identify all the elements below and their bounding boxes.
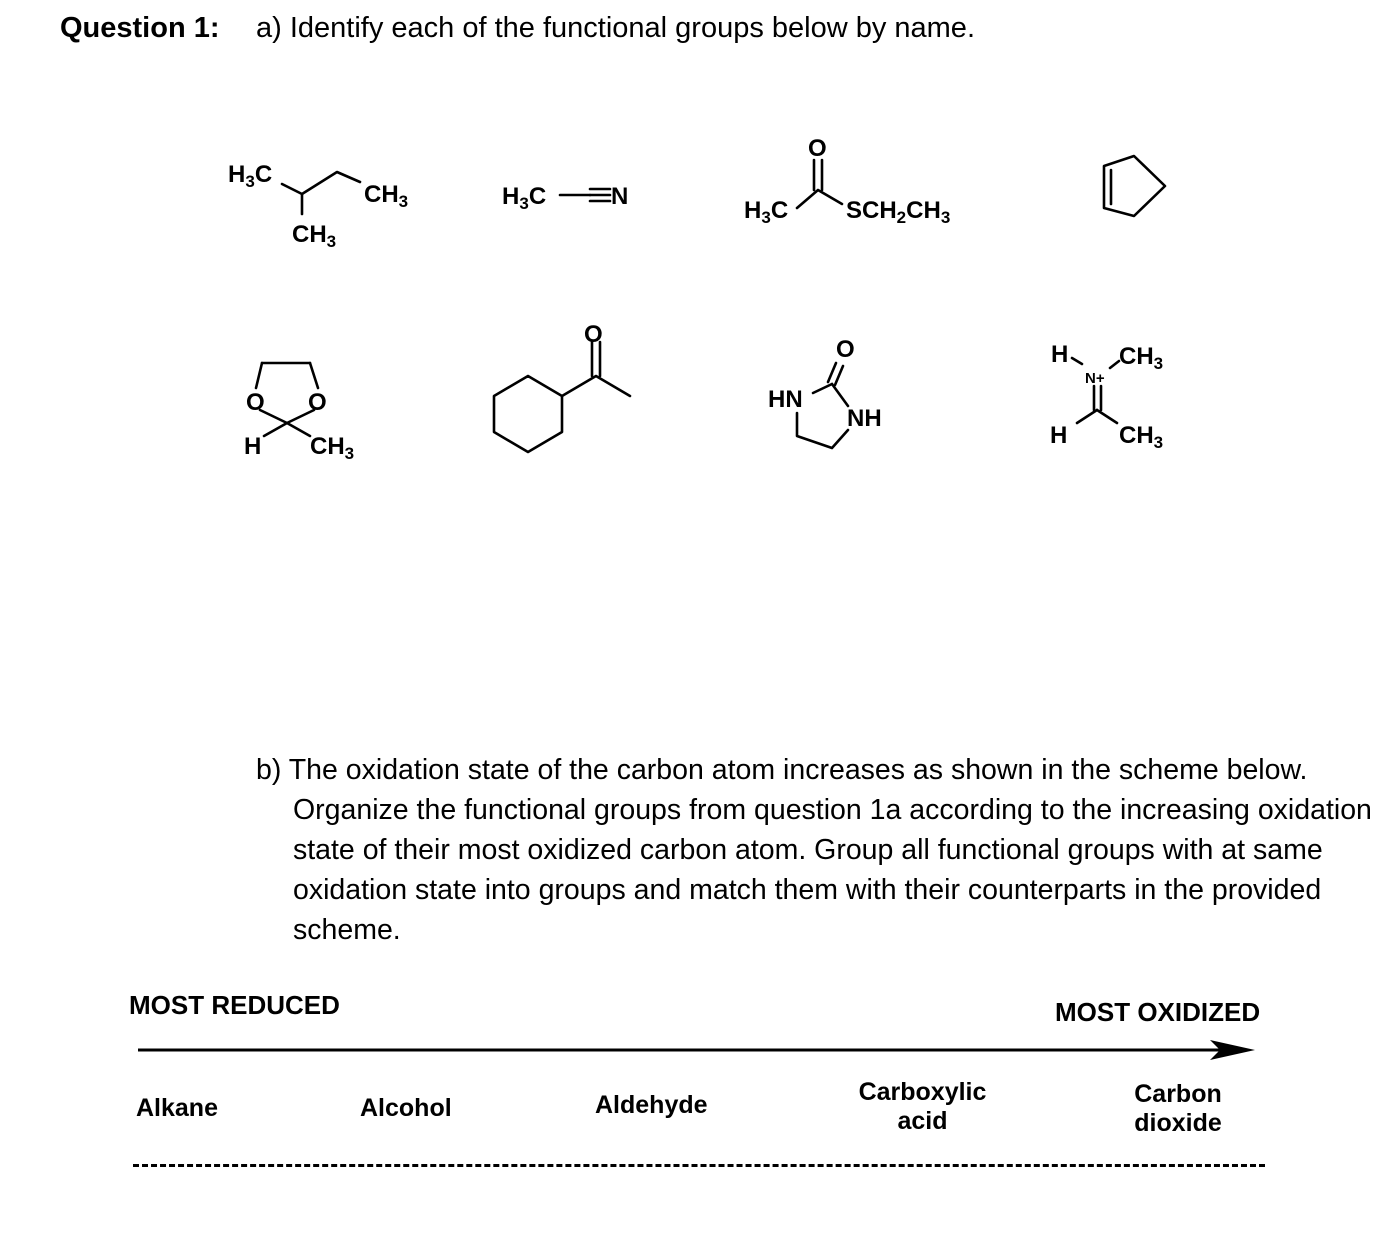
- s5-o-left: O: [246, 389, 265, 416]
- structure-cyclopentene: [1104, 156, 1165, 216]
- structure-urea: [768, 336, 882, 448]
- label-carboxylic-acid: [840, 1078, 1005, 1136]
- s6-o: O: [584, 321, 603, 348]
- s8-ch3-bottom: $CH_3$: [1119, 422, 1164, 452]
- label-carboxylic-acid-line1: Carboxylic: [858, 1078, 987, 1106]
- s7-hn: HN: [768, 386, 803, 413]
- s1-h3c: $H_3C$: [228, 161, 273, 191]
- label-alkane: Alkane: [136, 1094, 218, 1122]
- s8-ch3-top: $CH_3$: [1119, 343, 1164, 373]
- question-part-b: b) The oxidation state of the carbon atom increases as shown in the scheme below. Organize the functional groups from question 1a according to the increasing oxidation state of their most oxidized carbon atom. Group all functional groups with at same oxidation state into groups and match them with their counterparts in the provided scheme.: [256, 754, 1372, 946]
- s8-h-top: H: [1051, 341, 1069, 368]
- answer-dashed-line: [133, 1164, 1265, 1167]
- functional-group-structures: [0, 0, 1398, 520]
- structure-nitrile: [502, 183, 628, 213]
- s3-h3c: $H_3C$: [744, 197, 789, 227]
- s5-o-right: O: [308, 389, 327, 416]
- label-carbon-dioxide-line2: dioxide: [1134, 1109, 1222, 1137]
- question-number: Question 1:: [60, 12, 220, 44]
- s2-h3c: $H_3C$: [502, 183, 547, 213]
- s8-n-plus: N+: [1085, 370, 1105, 387]
- s1-ch3-right: $CH_3$: [364, 181, 409, 211]
- s8-h-bottom: H: [1050, 422, 1068, 449]
- structure-iminium: [1050, 341, 1163, 452]
- s2-n: N: [611, 183, 629, 210]
- structure-isobutane: [228, 161, 408, 251]
- s3-o: O: [808, 135, 827, 162]
- s5-h: H: [244, 433, 262, 460]
- most-oxidized-label: MOST OXIDIZED: [1055, 997, 1261, 1027]
- structure-acetal: [244, 363, 354, 463]
- label-carboxylic-acid-line2: acid: [897, 1107, 948, 1135]
- s1-ch3-below: $CH_3$: [292, 221, 337, 251]
- structure-ketone: [494, 321, 630, 452]
- label-alcohol: Alcohol: [360, 1094, 452, 1122]
- structure-thioester: [744, 135, 950, 227]
- question-part-a: a) Identify each of the functional groups below by name.: [256, 12, 975, 44]
- label-carbon-dioxide: [1113, 1080, 1243, 1138]
- label-carbon-dioxide-line1: Carbon: [1134, 1080, 1222, 1108]
- s7-o: O: [836, 336, 855, 363]
- s5-ch3: $CH_3$: [310, 433, 355, 463]
- most-reduced-label: MOST REDUCED: [129, 990, 340, 1020]
- oxidation-arrow: [130, 1030, 1270, 1070]
- s3-sch2ch3: $SCH_2CH_3$: [846, 197, 951, 227]
- s7-nh: NH: [847, 405, 882, 432]
- label-aldehyde: Aldehyde: [595, 1091, 708, 1119]
